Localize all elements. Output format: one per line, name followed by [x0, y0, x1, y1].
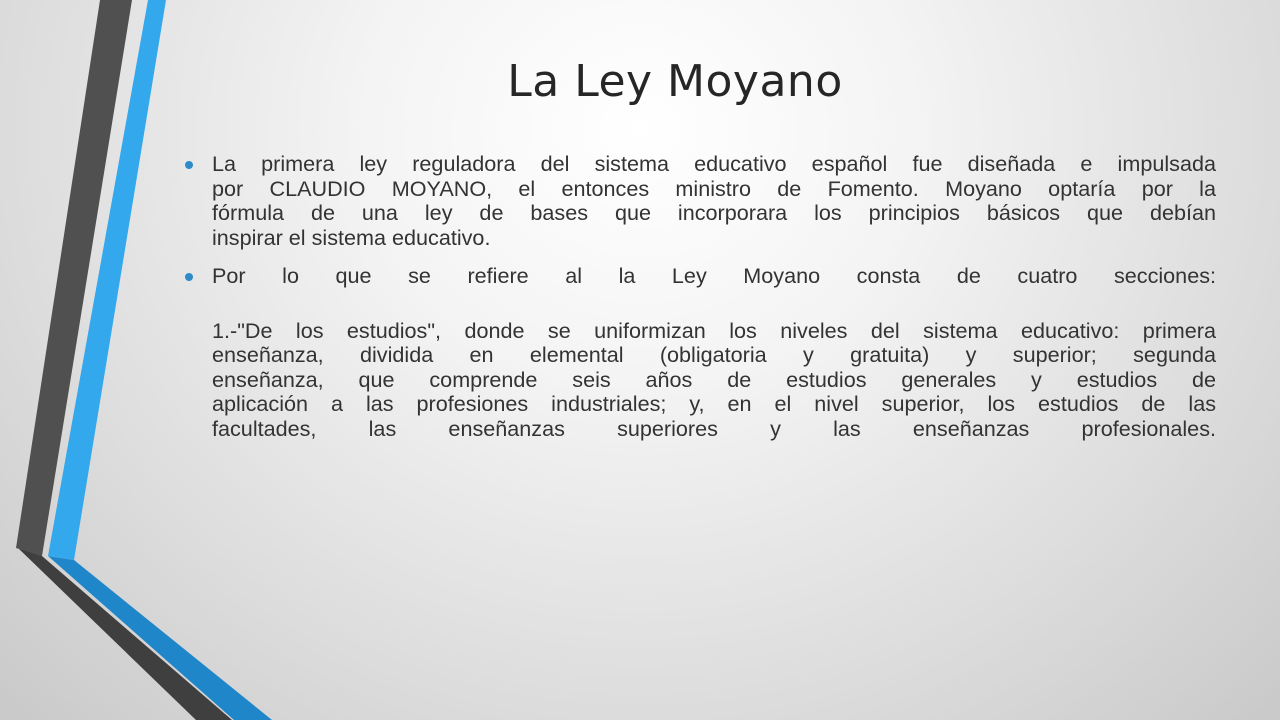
dark-lower-stripe: [18, 548, 232, 720]
bullet-list: [182, 152, 1216, 455]
bullet-2-line-5: facultades, las enseñanzas superiores y las enseñanzas profesionales.: [212, 415, 1216, 441]
bullet-1-line-1: La primera ley reguladora del sistema educativo español fue diseñada e impulsada: [212, 151, 1216, 176]
bullet-1-line-2: por CLAUDIO MOYANO, el entonces ministro de Fomento. Moyano optaría por la: [212, 175, 1216, 201]
bullet-2-line-3: enseñanza, que comprende seis años de estudios generales y estudios de: [212, 366, 1216, 392]
bullet-item-2: [182, 264, 1216, 441]
bullet-dot-icon: [185, 273, 193, 281]
slide-title: La Ley Moyano: [507, 56, 843, 107]
bullet-1-line-4: inspirar el sistema educativo.: [212, 224, 491, 250]
bullet-2-line-4: aplicación a las profesiones industriales; y, en el nivel superior, los estudios de las: [212, 391, 1216, 416]
paragraph-spacer: [212, 289, 1216, 319]
bullet-2-line-2: enseñanza, dividida en elemental (obligatoria y gratuita) y superior; segunda: [212, 342, 1216, 367]
bullet-1-line-3: fórmula de una ley de bases que incorporara los principios básicos que debían: [212, 200, 1216, 225]
bullet-dot-icon: [185, 161, 193, 169]
bullet-2-line-1: 1.-"De los estudios", donde se uniformizan los niveles del sistema educativo: primera: [212, 317, 1216, 343]
bullet-2-intro: Por lo que se refiere al la Ley Moyano consta de cuatro secciones:: [212, 263, 1216, 288]
blue-lower-stripe: [48, 556, 272, 720]
bullet-item-1: [182, 152, 1216, 250]
